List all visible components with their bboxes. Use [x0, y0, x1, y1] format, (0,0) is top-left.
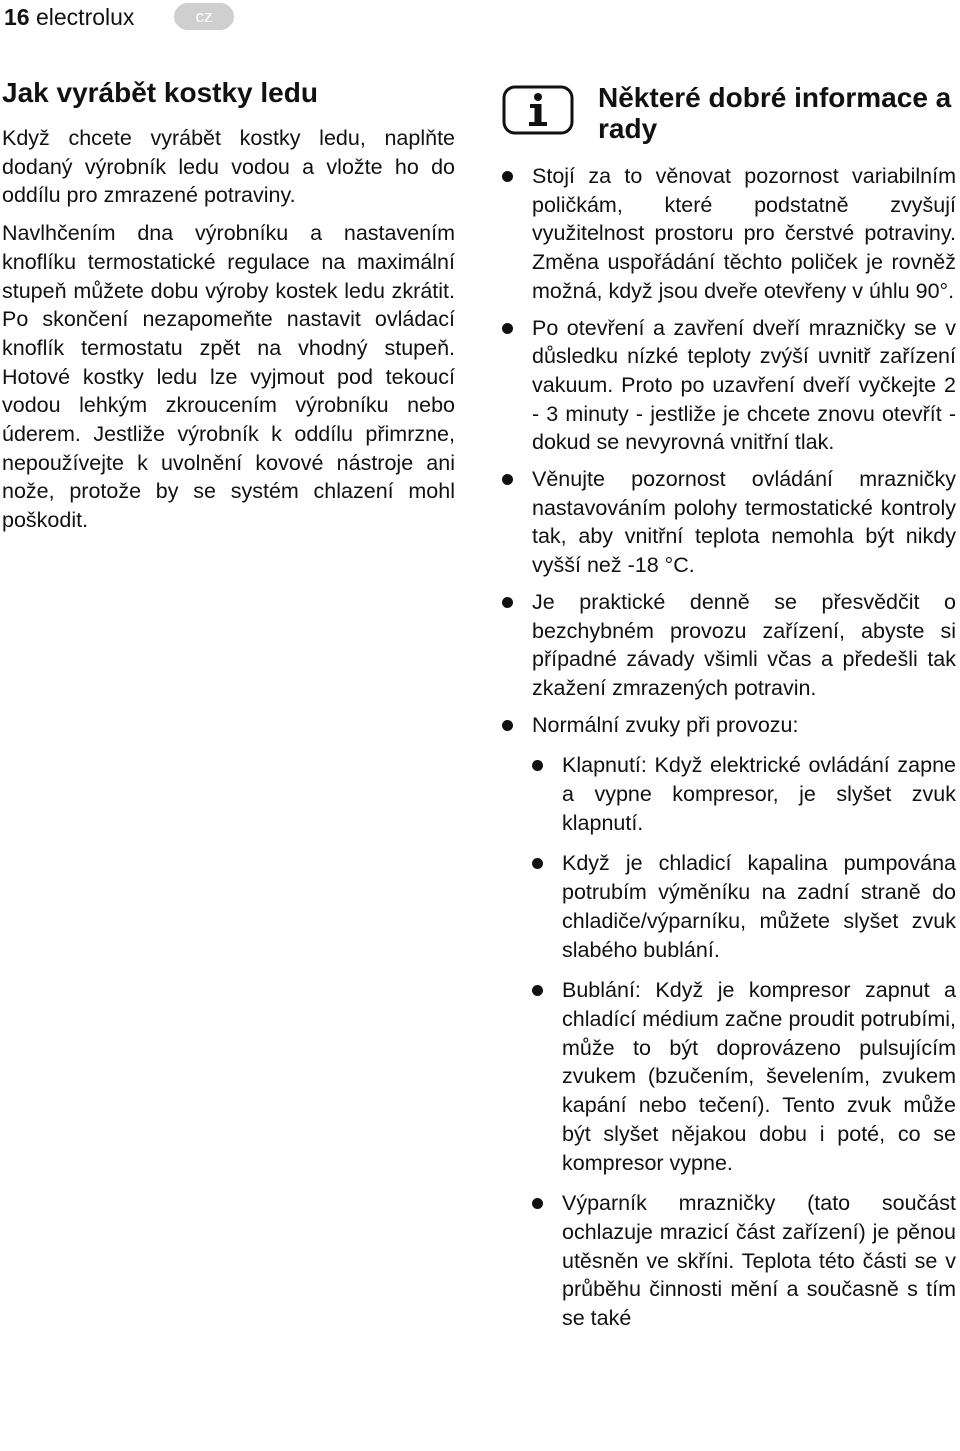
info-title: Některé dobré informace a rady: [598, 82, 952, 144]
paragraph: Když chcete vyrábět kostky ledu, naplňte dodaný výrobník ledu vodou a vložte ho do oddílu pro zmrazené potraviny.: [2, 126, 455, 208]
bullet-icon: [532, 858, 543, 869]
bullet-icon: [502, 323, 513, 334]
sublist-item: [532, 1189, 956, 1333]
info-icon: [502, 85, 574, 135]
sublist-item: [532, 751, 956, 837]
sublist-item: [532, 849, 956, 964]
sublist-item-text: Když je chladicí kapalina pumpována potrubím výměníku na zadní straně do chladiče/výparníku, můžete slyšet zvuk slabého bublání.: [562, 851, 956, 962]
list-item-text: Po otevření a zavření dveří mrazničky se v důsledku nízké teploty zvýší uvnitř zařízení vakuum. Proto po uzavření dveří vyčkejte 2 - 3 minuty - jestliže je chcete znovu otevřít - dokud se nevyrovná vnitřní tlak.: [532, 315, 956, 455]
bullet-icon: [502, 171, 513, 182]
list-item: [502, 588, 956, 703]
sounds-sublist: [532, 751, 956, 1332]
list-item: [502, 465, 956, 580]
right-column: [502, 82, 956, 1345]
bullet-icon: [502, 720, 513, 731]
bullet-icon: [532, 985, 543, 996]
list-item-text: Věnujte pozornost ovládání mrazničky nastavováním polohy termostatické kontroly tak, aby vnitřní teplota nemohla být nikdy vyšší než -18 °C.: [532, 467, 956, 578]
bullet-icon: [532, 760, 543, 771]
list-item-text: Stojí za to věnovat pozornost variabilním poličkám, které podstatně zvyšují využitelnost prostoru pro čerstvé potraviny. Změna uspořádání těchto poliček je rovněž možná, když jsou dveře otevřeny v úhlu 90°.: [532, 164, 956, 303]
page-number-brand: [4, 2, 134, 32]
sublist-item: [532, 976, 956, 1177]
page-header: [0, 0, 960, 34]
list-item: [502, 711, 956, 1333]
language-badge: cz: [174, 3, 234, 30]
list-item: [502, 314, 956, 458]
info-heading: [502, 82, 956, 162]
list-item-text: Normální zvuky při provozu:: [532, 712, 799, 737]
list-item: [502, 162, 956, 306]
left-column: [2, 76, 455, 544]
page-number: 16: [4, 4, 30, 30]
section-title: Jak vyrábět kostky ledu: [2, 77, 318, 108]
sublist-item-text: Výparník mrazničky (tato součást ochlazuje mrazicí část zařízení) je pěnou utěsněn ve skříni. Teplota této části se v průběhu činnosti mění a současně s tím se také: [562, 1191, 956, 1331]
tips-list: [502, 162, 956, 1333]
sublist-item-text: Klapnutí: Když elektrické ovládání zapne a vypne kompresor, je slyšet zvuk klapnutí.: [562, 753, 956, 835]
paragraph: Navlhčením dna výrobníku a nastavením knoflíku termostatické regulace na maximální stupeň můžete dobu výroby kostek ledu zkrátit. Po skončení nezapomeňte nastavit ovládací knoflík termostatu zpět na vhodný stupeň. Hotové kostky ledu lze vyjmout pod tekoucí vodou lehkým zkroucením výrobníku nebo úderem. Jestliže výrobník k oddílu přimrzne, nepoužívejte k uvolnění kovové nástroje ani nože, protože by se systém chlazení mohl poškodit.: [2, 221, 455, 533]
sublist-item-text: Bublání: Když je kompresor zapnut a chladící médium začne proudit potrubími, může to být doprovázeno pulsujícím zvukem (bzučením, ševelením, zvukem kapání nebo tečení). Tento zvuk může být slyšet nějakou dobu i poté, co se kompresor vypne.: [562, 978, 956, 1175]
bullet-icon: [502, 474, 513, 485]
brand-name: electrolux: [35, 4, 135, 30]
bullet-icon: [532, 1198, 543, 1209]
list-item-text: Je praktické denně se přesvědčit o bezchybném provozu zařízení, abyste si případné závady všimli včas a předešli tak zkažení zmrazených potravin.: [532, 589, 956, 700]
bullet-icon: [502, 597, 513, 608]
